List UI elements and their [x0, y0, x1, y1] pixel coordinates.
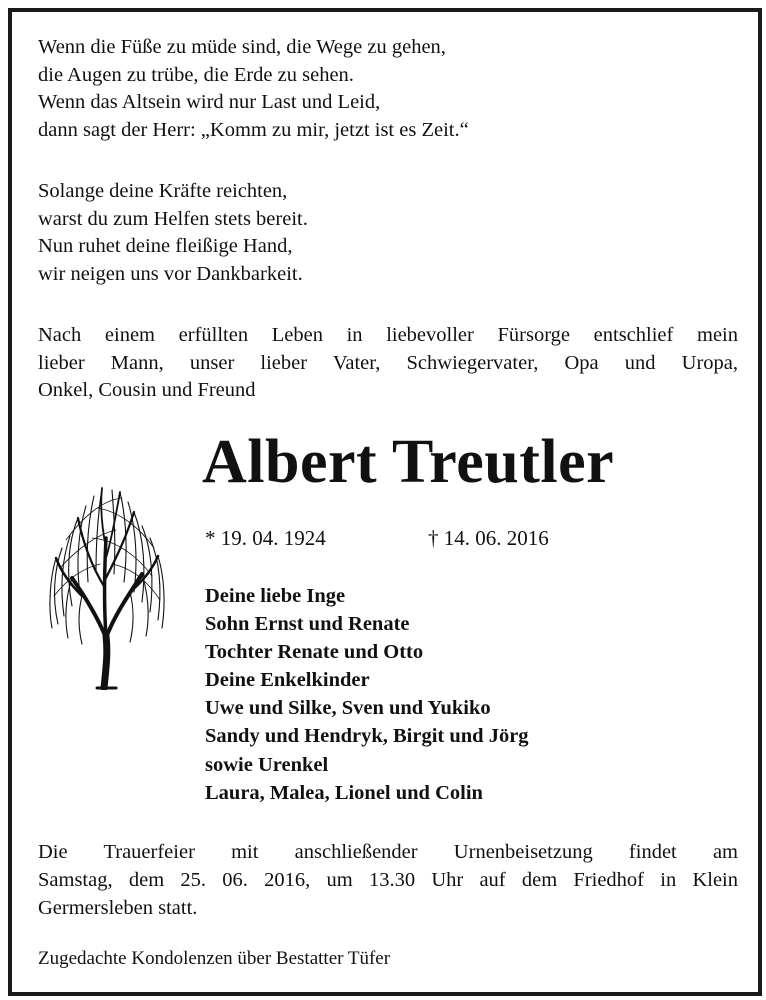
mourner-line: Uwe und Silke, Sven und Yukiko: [205, 697, 491, 720]
intro-line: lieber Mann, unser lieber Vater, Schwiegervater, Opa und Uropa,: [38, 351, 738, 374]
funeral-line: Germersleben statt.: [38, 897, 198, 919]
mourner-line: Laura, Malea, Lionel und Colin: [205, 781, 483, 804]
mourner-line: Deine liebe Inge: [205, 585, 346, 607]
funeral-announcement: [38, 838, 738, 922]
funeral-line: Die Trauerfeier mit anschließender Urnenbeisetzung findet am: [38, 841, 738, 863]
mourner-line: Sohn Ernst und Renate: [205, 613, 410, 636]
birth-date: * 19. 04. 1924: [205, 526, 326, 550]
poem-line: warst du zum Helfen stets bereit.: [38, 207, 308, 230]
poem-line: Solange deine Kräfte reichten,: [38, 180, 288, 202]
poem-line: die Augen zu trübe, die Erde zu sehen.: [38, 63, 354, 86]
funeral-line: Samstag, dem 25. 06. 2016, um 13.30 Uhr auf dem Friedhof in Klein: [38, 869, 738, 891]
deceased-name: Albert Treutler: [202, 428, 615, 496]
poem-stanza-2: [38, 178, 308, 288]
poem-line: Nun ruhet deine fleißige Hand,: [38, 235, 293, 257]
obituary-notice: [8, 8, 762, 996]
intro-line: Onkel, Cousin und Freund: [38, 379, 256, 401]
poem-line: dann sagt der Herr: „Komm zu mir, jetzt ist es Zeit.“: [38, 118, 469, 141]
intro-paragraph: [38, 322, 738, 405]
condolence-note: Zugedachte Kondolenzen über Bestatter Tüfer: [38, 948, 391, 969]
weeping-willow-tree-icon: [42, 478, 172, 690]
mourner-line: Tochter Renate und Otto: [205, 641, 424, 664]
poem-line: wir neigen uns vor Dankbarkeit.: [38, 262, 303, 285]
mourner-line: Deine Enkelkinder: [205, 669, 370, 692]
intro-line: Nach einem erfüllten Leben in liebevoller Fürsorge entschlief mein: [38, 324, 738, 346]
death-date: † 14. 06. 2016: [428, 526, 549, 550]
poem-stanza-1: [38, 34, 469, 144]
mourner-line: Sandy und Hendryk, Birgit und Jörg: [205, 725, 529, 748]
mourners-list: [205, 582, 529, 807]
mourner-line: sowie Urenkel: [205, 753, 329, 776]
poem-line: Wenn die Füße zu müde sind, die Wege zu gehen,: [38, 36, 446, 58]
poem-line: Wenn das Altsein wird nur Last und Leid,: [38, 91, 381, 113]
